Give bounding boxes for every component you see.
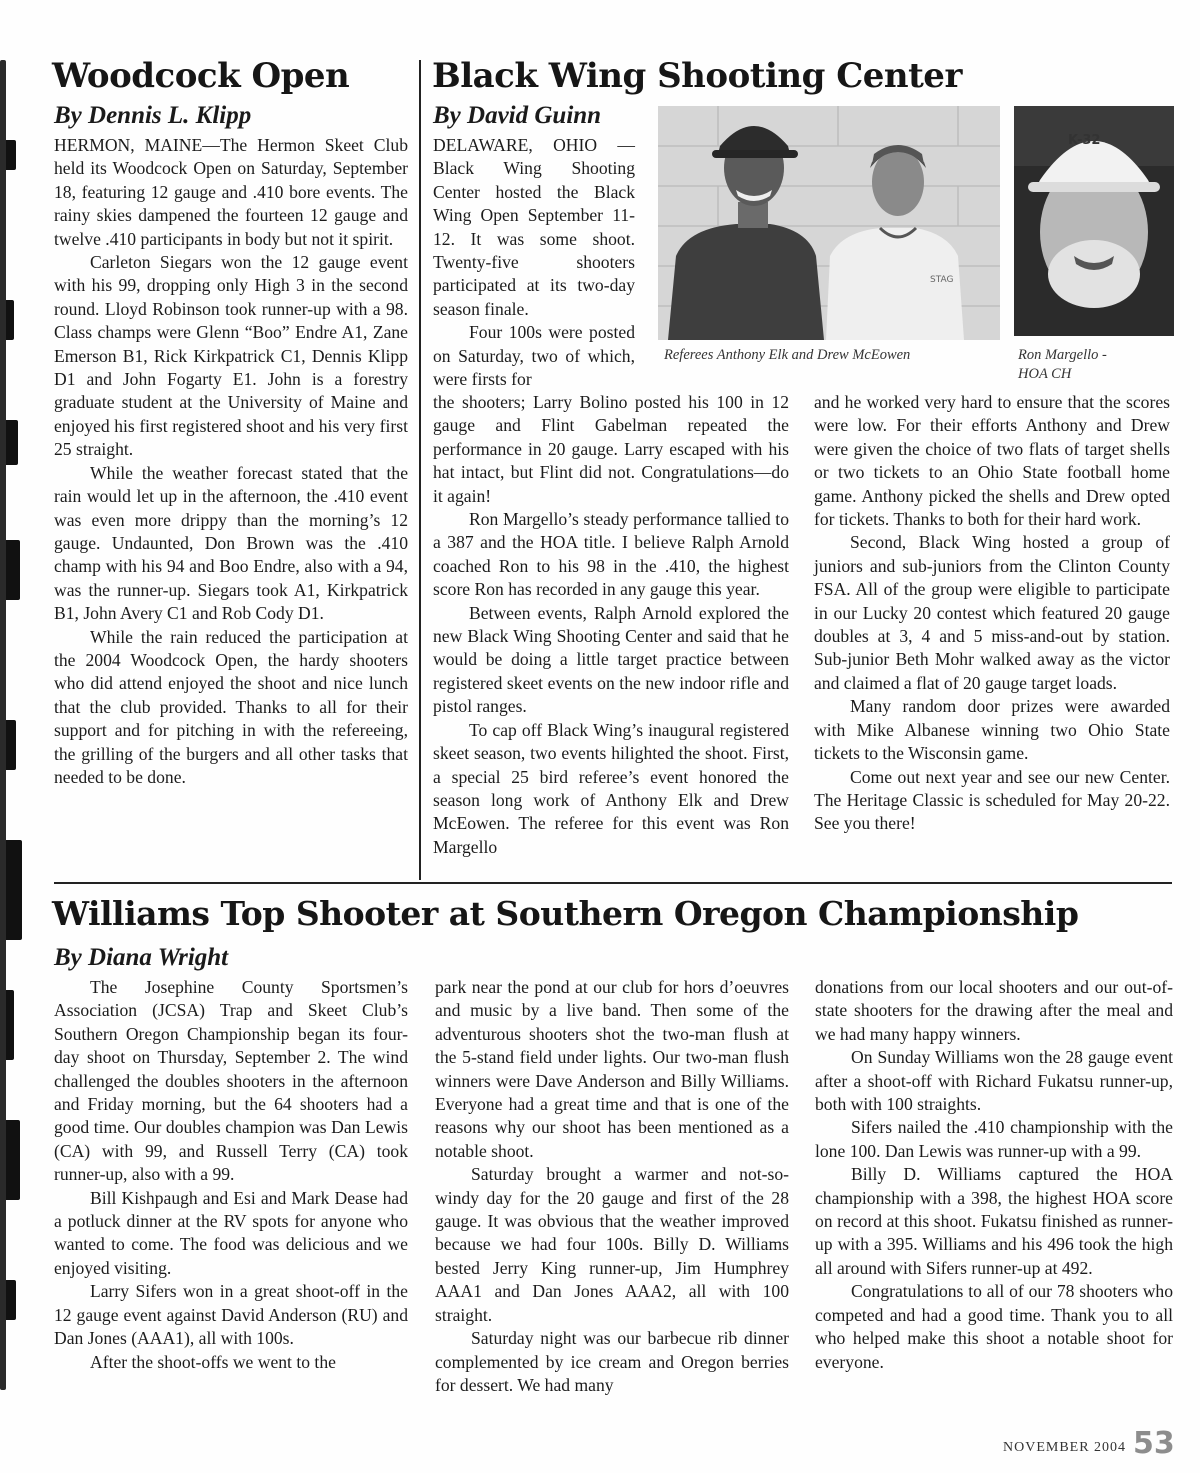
page-number: 53: [1133, 1426, 1175, 1461]
section-divider: [54, 882, 1172, 884]
hoa-champion-photo: [1014, 106, 1174, 336]
blackwing-headline: Black Wing Shooting Center: [432, 56, 962, 96]
paragraph: Billy D. Williams captured the HOA championship with a 398, the highest HOA score on record at this shoot. Fukatsu finished as runner-up with a 395. Williams and his 496 took the high all around with Sifers runner-up at 492.: [815, 1164, 1173, 1278]
paragraph: Four 100s were posted on Saturday, two of which, were firsts for: [433, 322, 635, 390]
referees-photo: [658, 106, 1000, 340]
paragraph: Between events, Ralph Arnold explored the new Black Wing Shooting Center and said that he would be doing a little target practice between registered skeet events on the new indoor rifle and pistol ranges.: [433, 602, 789, 717]
caption-line: Ron Margello -: [1018, 347, 1107, 363]
paragraph: Many random door prizes were awarded with Mike Albanese winning two Ohio State tickets to the Wisconsin game.: [814, 696, 1170, 764]
referees-photo-caption: Referees Anthony Elk and Drew McEowen: [664, 347, 911, 363]
blackwing-col3: [814, 391, 1170, 836]
williams-col2: [435, 976, 789, 1397]
paragraph: donations from our local shooters and our out-of-state shooters for the drawing after the meal and we had many happy winners.: [815, 977, 1173, 1044]
hoa-champion-photo-image: [1014, 106, 1174, 336]
blackwing-col2: [433, 391, 789, 859]
paragraph: DELAWARE, OHIO —Black Wing Shooting Center hosted the Black Wing Open September 11-12. It was some shoot. Twenty-five shooters participated at its two-day season finale.: [433, 135, 635, 319]
blackwing-byline: By David Guinn: [433, 102, 602, 129]
paragraph: Bill Kishpaugh and Esi and Mark Dease had a potluck dinner at the RV spots for anyone who wanted to come. The food was delicious and we enjoyed visiting.: [54, 1187, 408, 1278]
paragraph: Second, Black Wing hosted a group of juniors and sub-juniors from the Clinton County FSA. All of the group were eligible to participate in our Lucky 20 contest which featured 20 gauge doubles at 3, 4 and 5 miss-and-out by station. Sub-junior Beth Mohr walked away as the victor and claimed a flat of 20 gauge target loads.: [814, 532, 1170, 693]
paragraph: the shooters; Larry Bolino posted his 100 in 12 gauge and Flint Gabelman repeated the performance in 20 gauge. Larry escaped with his hat intact, but Flint did not. Congratulations—do it again!: [433, 392, 789, 506]
woodcock-body: [54, 134, 408, 789]
paragraph: While the weather forecast stated that the rain would let up in the afternoon, the .410 event was even more drippy than the morning’s 12 gauge. Undaunted, Don Brown was the .410 champ with his 94 and Boo Endre, also with a 94, was the runner-up. Siegars took A1, Kirkpatrick B1, John Avery C1 and Rob Cody D1.: [54, 462, 408, 624]
issue-date: NOVEMBER 2004: [1003, 1440, 1127, 1455]
williams-col3: [815, 976, 1173, 1374]
williams-col1: [54, 976, 408, 1374]
paragraph: On Sunday Williams won the 28 gauge event after a shoot-off with Richard Fukatsu runner-up, both with 100 straights.: [815, 1047, 1173, 1115]
paragraph: To cap off Black Wing’s inaugural registered skeet season, two events hilighted the shoot. First, a special 25 bird referee’s event honored the season long work of Anthony Elk and Drew McEowen. The referee for this event was Ron Margello: [433, 719, 789, 857]
paragraph: Ron Margello’s steady performance tallied to a 387 and the HOA title. I believe Ralph Arnold coached Ron to his 98 in the .410, the highest score Ron has recorded in any gauge this year.: [433, 509, 789, 600]
paragraph: The Josephine County Sportsmen’s Association (JCSA) Trap and Skeet Club’s Southern Oregon Championship began its four-day shoot on Thursday, September 2. The wind challenged the doubles shooters in the afternoon and Friday morning, but the 64 shooters had a good time. Our doubles champion was Dan Lewis (CA) with 99, and Russell Terry (CA) took runner-up, also with a 99.: [54, 977, 408, 1185]
paragraph: Saturday night was our barbecue rib dinner complemented by ice cream and Oregon berries for dessert. We had many: [435, 1328, 789, 1395]
woodcock-byline: By Dennis L. Klipp: [54, 102, 252, 129]
paragraph: While the rain reduced the participation at the 2004 Woodcock Open, the hardy shooters who did attend enjoyed the shoot and nice lunch that the club provided. Thanks to all for their support and for pitching in with the refereeing, the grilling of the burgers and all other tasks that needed to be done.: [54, 626, 408, 787]
paragraph: and he worked very hard to ensure that the scores were low. For their efforts Anthony and Drew were given the choice of two flats of target shells or two tickets to an Ohio State football home game. Anthony picked the shells and Drew opted for tickets. Thanks to both for their hard work.: [814, 392, 1170, 530]
woodcock-headline: Woodcock Open: [52, 56, 350, 96]
hoa-photo-caption: [1018, 346, 1178, 384]
caption-line: HOA CH: [1018, 366, 1072, 382]
paragraph: Larry Sifers won in a great shoot-off in the 12 gauge event against David Anderson (RU) and Dan Jones (AAA1), all with 100s.: [54, 1281, 408, 1349]
shirt-logo-text: STAG: [930, 275, 954, 285]
cap-logo-text: K-32: [1068, 133, 1101, 148]
paragraph: Saturday brought a warmer and not-so-windy day for the 20 gauge and first of the 28 gauge. It was obvious that the weather improved because we had four 100s. Billy D. Williams bested Jerry King runner-up, Jim Humphrey AAA1 and Dan Jones AAA2, all with 100 straight.: [435, 1164, 789, 1325]
williams-byline: By Diana Wright: [54, 944, 229, 971]
paragraph: Carleton Siegars won the 12 gauge event with his 99, dropping only High 3 in the second round. Lloyd Robinson took runner-up with a 98. Class champs were Glenn “Boo” Endre A1, Zane Emerson B1, Rick Kirkpatrick C1, Dennis Klipp D1 and John Fogarty E1. John is a forestry graduate student at the University of Maine and enjoyed his first registered shoot and his very first 25 straight.: [54, 252, 408, 460]
paragraph: After the shoot-offs we went to the: [90, 1351, 336, 1372]
referees-photo-image: [658, 106, 1000, 340]
paragraph: park near the pond at our club for hors d’oeuvres and music by a live band. Then some of the adventurous shooters shot the two-man flush at the 5-stand field under lights. Our two-man flush winners were Dave Anderson and Billy Williams. Everyone had a great time and that is one of the reasons why our shoot has been mentioned as a notable shoot.: [435, 977, 789, 1161]
blackwing-intro: [433, 134, 635, 391]
paragraph: Sifers nailed the .410 championship with the lone 100. Dan Lewis was runner-up with a 99.: [815, 1117, 1173, 1161]
column-divider: [419, 60, 421, 880]
williams-headline: Williams Top Shooter at Southern Oregon Championship: [52, 894, 1079, 933]
paragraph: Congratulations to all of our 78 shooters who competed and had a good time. Thank you to all who helped make this shoot a notable shoot for everyone.: [815, 1281, 1173, 1372]
paragraph: Come out next year and see our new Center. The Heritage Classic is scheduled for May 20-22. See you there!: [814, 766, 1170, 834]
paragraph: HERMON, MAINE—The Hermon Skeet Club held its Woodcock Open on Saturday, September 18, featuring 12 gauge and .410 bore events. The rainy skies dampened the fourteen 12 gauge and twelve .410 participants in body but not it spirit.: [54, 135, 408, 249]
